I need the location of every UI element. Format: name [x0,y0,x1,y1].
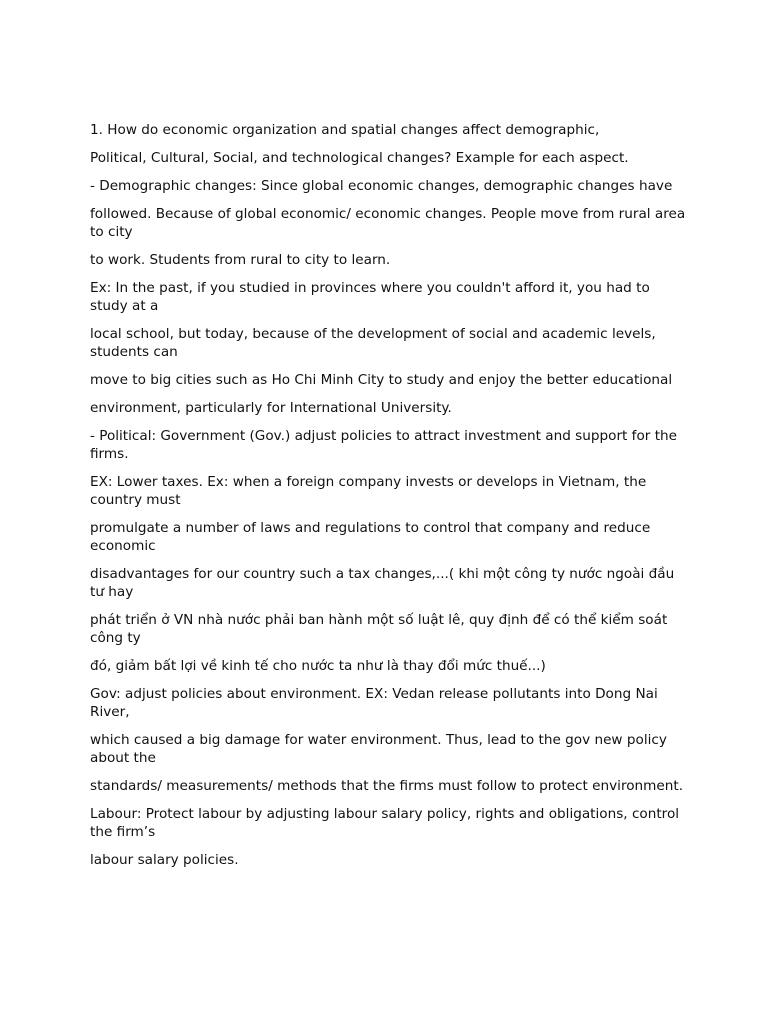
paragraph: which caused a big damage for water environment. Thus, lead to the gov new policy about the [90,732,667,766]
paragraph: environment, particularly for International University. [90,400,452,416]
paragraph-question: 1. How do economic organization and spatial changes affect demographic, [90,122,600,138]
paragraph: đó, giảm bất lợi về kinh tế cho nước ta như là thay đổi mức thuế...) [90,658,546,674]
document-body [90,121,686,879]
paragraph: EX: Lower taxes. Ex: when a foreign company invests or develops in Vietnam, the country must [90,474,647,508]
paragraph: phát triển ở VN nhà nước phải ban hành một số luật lê, quy định để có thể kiểm soát công ty [90,612,668,646]
paragraph: followed. Because of global economic/ economic changes. People move from rural area to city [90,206,686,240]
paragraph: labour salary policies. [90,852,239,868]
paragraph: disadvantages for our country such a tax changes,...( khi một công ty nước ngoài đầu tư hay [90,566,675,600]
paragraph: to work. Students from rural to city to learn. [90,252,391,268]
paragraph: Labour: Protect labour by adjusting labour salary policy, rights and obligations, control the firm’s [90,806,680,840]
paragraph: Political, Cultural, Social, and technological changes? Example for each aspect. [90,150,629,166]
paragraph: local school, but today, because of the development of social and academic levels, students can [90,326,656,360]
paragraph: - Political: Government (Gov.) adjust policies to attract investment and support for the firms. [90,428,677,462]
paragraph: promulgate a number of laws and regulations to control that company and reduce economic [90,520,651,554]
paragraph: move to big cities such as Ho Chi Minh City to study and enjoy the better educational [90,372,673,388]
paragraph: standards/ measurements/ methods that the firms must follow to protect environment. [90,778,684,794]
paragraph: - Demographic changes: Since global economic changes, demographic changes have [90,178,673,194]
paragraph: Ex: In the past, if you studied in provinces where you couldn't afford it, you had to study at a [90,280,650,314]
paragraph: Gov: adjust policies about environment. EX: Vedan release pollutants into Dong Nai River, [90,686,658,720]
